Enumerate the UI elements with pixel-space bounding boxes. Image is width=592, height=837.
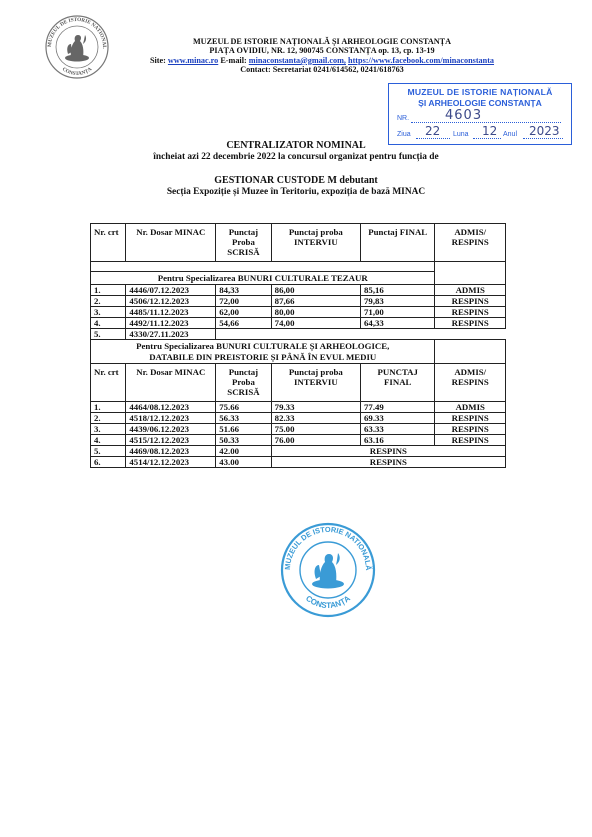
stamp-nr-label: NR. <box>397 115 410 122</box>
table-header-row <box>91 364 506 402</box>
cell-result: RESPINS <box>435 318 506 329</box>
fortuna-figure-icon <box>65 35 89 62</box>
stamp-month-label: Luna <box>453 131 469 138</box>
svg-text:CONSTANȚA <box>304 594 352 610</box>
table-row <box>91 307 506 318</box>
cell-result: ADMIS <box>435 285 506 296</box>
cell-result: RESPINS <box>271 446 505 457</box>
cell-nr: 1. <box>91 285 126 296</box>
header-cell: Nr. crt <box>91 224 126 262</box>
cell-interviu: 87,66 <box>271 296 360 307</box>
cell-nr: 2. <box>91 413 126 424</box>
contact-phones: Contact: Secretariat 0241/614562, 0241/618763 <box>240 65 404 75</box>
logo-bottom-text: CONSTANȚA <box>60 66 94 78</box>
cell-nr: 3. <box>91 424 126 435</box>
cell-final: 64,33 <box>361 318 435 329</box>
institution-address: PIAȚA OVIDIU, NR. 12, 900745 CONSTANȚA op. 13, cp. 13-19 <box>209 46 435 56</box>
cell-final: 79,83 <box>361 296 435 307</box>
seal-bottom-text: CONSTANȚA <box>304 593 352 611</box>
cell-nr: 5. <box>91 446 126 457</box>
cell-scris: 75.66 <box>216 402 271 413</box>
header-cell: Nr. crt <box>91 364 126 402</box>
cell-dosar: 4518/12.12.2023 <box>126 413 216 424</box>
results-table <box>90 223 506 468</box>
header-cell: Nr. Dosar MINAC <box>126 224 216 262</box>
email-label: E-mail: <box>220 55 247 65</box>
cell-scris: 54,66 <box>216 318 271 329</box>
cell-nr: 4. <box>91 435 126 446</box>
cell-interviu: 79.33 <box>271 402 360 413</box>
table-row <box>91 318 506 329</box>
header-cell: ADMIS/ RESPINS <box>435 364 506 402</box>
cell-scris: 62,00 <box>216 307 271 318</box>
cell-dosar: 4446/07.12.2023 <box>126 285 216 296</box>
cell-dosar: 4485/11.12.2023 <box>126 307 216 318</box>
cell-nr: 2. <box>91 296 126 307</box>
cell-final: 63.33 <box>361 424 435 435</box>
table-row <box>91 457 506 468</box>
stamp-month-value: 12 <box>482 124 498 138</box>
cell-final: 69.33 <box>361 413 435 424</box>
table-row <box>91 402 506 413</box>
fortuna-figure-icon <box>312 553 344 589</box>
cell-interviu: 86,00 <box>271 285 360 296</box>
cell-dosar: 4506/12.12.2023 <box>126 296 216 307</box>
cell-scris: 51.66 <box>216 424 271 435</box>
cell-final: 77.49 <box>361 402 435 413</box>
cell-nr: 3. <box>91 307 126 318</box>
cell-result: RESPINS <box>435 296 506 307</box>
header-cell: Nr. Dosar MINAC <box>126 364 216 402</box>
letterhead <box>112 37 532 75</box>
table-row <box>91 435 506 446</box>
cell-result: ADMIS <box>435 402 506 413</box>
cell-scris: 56.33 <box>216 413 271 424</box>
specialization-row <box>91 340 506 364</box>
header-cell: ADMIS/ RESPINS <box>435 224 506 262</box>
stamp-day-label: Ziua <box>397 131 411 138</box>
stamp-year-value: 2023 <box>529 124 560 138</box>
institution-name: MUZEUL DE ISTORIE NAȚIONALĂ ȘI ARHEOLOGIE CONSTANȚA <box>192 37 452 46</box>
site-link[interactable]: www.minac.ro <box>167 55 219 65</box>
cell-dosar: 4469/08.12.2023 <box>126 446 216 457</box>
specialization-heading-line-2: DATABILE DIN PREISTORIE ȘI PÂNĂ ÎN EVUL MEDIU <box>149 352 377 362</box>
cell-result: RESPINS <box>435 307 506 318</box>
document-subtitle: încheiat azi 22 decembrie 2022 la concursul organizat pentru funcția de <box>153 152 439 162</box>
cell-final: 63.16 <box>361 435 435 446</box>
cell-dosar: 4439/06.12.2023 <box>126 424 216 435</box>
stamp-month-line <box>473 138 501 139</box>
spacer-row <box>91 262 506 272</box>
cell-interviu: 76.00 <box>271 435 360 446</box>
header-cell: PUNCTAJ FINAL <box>361 364 435 402</box>
site-label: Site: <box>149 55 166 65</box>
cell-scris: 43.00 <box>216 457 271 468</box>
document-title: CENTRALIZATOR NOMINAL <box>226 140 366 151</box>
seal-ring-text: MUZEUL DE ISTORIE NATIONALĂ <box>282 524 374 571</box>
cell-dosar: 4330/27.11.2023 <box>126 329 216 340</box>
specialization-heading <box>91 340 435 364</box>
stamp-year-label: Anul <box>503 131 518 138</box>
museum-logo <box>44 14 110 80</box>
table-row <box>91 285 506 296</box>
logo-ring-text: MUZEUL DE ISTORIE NATIONAL <box>46 16 108 49</box>
cell-nr: 5. <box>91 329 126 340</box>
cell-scris: 84,33 <box>216 285 271 296</box>
table-header-row <box>91 224 506 262</box>
cell-nr: 4. <box>91 318 126 329</box>
cell-interviu: 74,00 <box>271 318 360 329</box>
table-row <box>91 424 506 435</box>
stamp-line-1: MUZEUL DE ISTORIE NAȚIONALĂ <box>407 87 553 97</box>
cell-result: RESPINS <box>435 424 506 435</box>
stamp-nr-value: 4603 <box>445 108 483 123</box>
cell-dosar: 4514/12.12.2023 <box>126 457 216 468</box>
specialization-row <box>91 272 506 285</box>
position-title: GESTIONAR CUSTODE M debutant <box>214 175 378 186</box>
stamp-nr-line <box>411 122 561 123</box>
cell-result: RESPINS <box>435 413 506 424</box>
cell-result: RESPINS <box>435 435 506 446</box>
cell-dosar: 4515/12.12.2023 <box>126 435 216 446</box>
specialization-heading-line-1: Pentru Specializarea BUNURI CULTURALE ȘI ARHEOLOGICE, <box>136 341 390 351</box>
cell-result: RESPINS <box>271 457 505 468</box>
cell-dosar: 4492/11.12.2023 <box>126 318 216 329</box>
header-cell: Punctaj proba INTERVIU <box>271 364 360 402</box>
cell-dosar: 4464/08.12.2023 <box>126 402 216 413</box>
cell-interviu: 75.00 <box>271 424 360 435</box>
cell-scris: 50.33 <box>216 435 271 446</box>
cell-scris: 42.00 <box>216 446 271 457</box>
contact-links <box>112 56 532 65</box>
table-row <box>91 329 506 340</box>
section-title: Secția Expoziție și Muzee în Teritoriu, expoziția de bază MINAC <box>166 187 426 197</box>
cell-nr: 6. <box>91 457 126 468</box>
cell-scris: 72,00 <box>216 296 271 307</box>
header-cell: Punctaj Proba SCRISĂ <box>216 364 271 402</box>
stamp-line-2: ȘI ARHEOLOGIE CONSTANȚA <box>418 98 542 108</box>
stamp-year-line <box>523 138 563 139</box>
museum-seal <box>280 522 376 618</box>
table-row <box>91 296 506 307</box>
cell-interviu: 80,00 <box>271 307 360 318</box>
email-link[interactable]: minaconstanta@gmail.com, <box>248 55 346 65</box>
table-row <box>91 413 506 424</box>
stamp-day-value: 22 <box>425 124 441 138</box>
registration-stamp <box>388 83 572 145</box>
cell-final: 71,00 <box>361 307 435 318</box>
table-row <box>91 446 506 457</box>
stamp-day-line <box>416 138 450 139</box>
facebook-link[interactable]: https://www.facebook.com/minaconstanta <box>348 55 495 65</box>
cell-interviu: 82.33 <box>271 413 360 424</box>
header-cell: Punctaj FINAL <box>361 224 435 262</box>
header-cell: Punctaj Proba SCRISĂ <box>216 224 271 262</box>
cell-final: 85,16 <box>361 285 435 296</box>
specialization-heading: Pentru Specializarea BUNURI CULTURALE TEZAUR <box>91 272 435 285</box>
header-cell: Punctaj proba INTERVIU <box>271 224 360 262</box>
cell-nr: 1. <box>91 402 126 413</box>
